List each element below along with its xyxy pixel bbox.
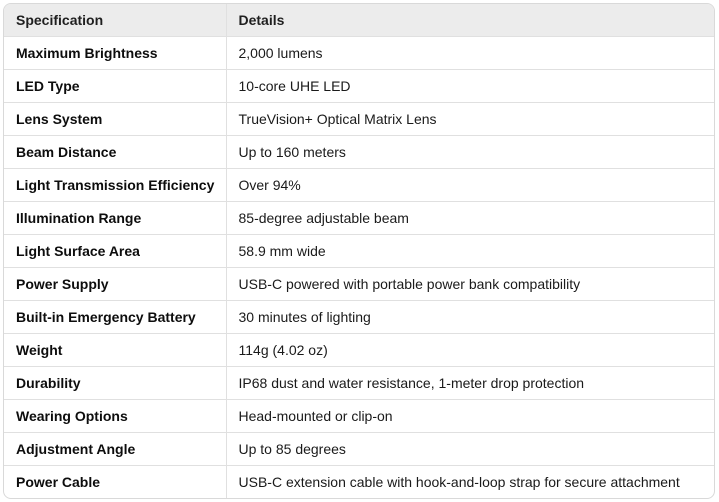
header-details: Details [226, 4, 714, 36]
table-row [4, 399, 714, 432]
spec-cell: Beam Distance [4, 135, 226, 168]
table-row [4, 432, 714, 465]
spec-cell: LED Type [4, 69, 226, 102]
table-row [4, 234, 714, 267]
detail-cell: Up to 85 degrees [226, 432, 714, 465]
table-row [4, 168, 714, 201]
spec-table-container [3, 3, 715, 499]
spec-table [4, 4, 714, 498]
spec-cell: Durability [4, 366, 226, 399]
spec-cell: Adjustment Angle [4, 432, 226, 465]
detail-cell: 2,000 lumens [226, 36, 714, 69]
detail-cell: 58.9 mm wide [226, 234, 714, 267]
detail-cell: IP68 dust and water resistance, 1-meter drop protection [226, 366, 714, 399]
detail-cell: 30 minutes of lighting [226, 300, 714, 333]
detail-cell: 114g (4.02 oz) [226, 333, 714, 366]
spec-cell: Power Supply [4, 267, 226, 300]
spec-cell: Maximum Brightness [4, 36, 226, 69]
detail-cell: 10-core UHE LED [226, 69, 714, 102]
table-row [4, 333, 714, 366]
detail-cell: 85-degree adjustable beam [226, 201, 714, 234]
table-header-row [4, 4, 714, 36]
spec-cell: Built-in Emergency Battery [4, 300, 226, 333]
table-row [4, 36, 714, 69]
table-row [4, 300, 714, 333]
spec-cell: Lens System [4, 102, 226, 135]
table-row [4, 69, 714, 102]
detail-cell: Over 94% [226, 168, 714, 201]
spec-cell: Illumination Range [4, 201, 226, 234]
spec-cell: Light Surface Area [4, 234, 226, 267]
spec-cell: Weight [4, 333, 226, 366]
table-row [4, 201, 714, 234]
spec-cell: Power Cable [4, 465, 226, 498]
table-row [4, 267, 714, 300]
spec-cell: Light Transmission Efficiency [4, 168, 226, 201]
detail-cell: USB-C powered with portable power bank compatibility [226, 267, 714, 300]
detail-cell: Up to 160 meters [226, 135, 714, 168]
table-row [4, 465, 714, 498]
table-row [4, 135, 714, 168]
table-row [4, 366, 714, 399]
detail-cell: USB-C extension cable with hook-and-loop strap for secure attachment [238, 473, 680, 490]
detail-cell: Head-mounted or clip-on [226, 399, 714, 432]
table-row [4, 102, 714, 135]
spec-cell: Wearing Options [4, 399, 226, 432]
detail-cell: TrueVision+ Optical Matrix Lens [226, 102, 714, 135]
header-specification: Specification [4, 4, 226, 36]
